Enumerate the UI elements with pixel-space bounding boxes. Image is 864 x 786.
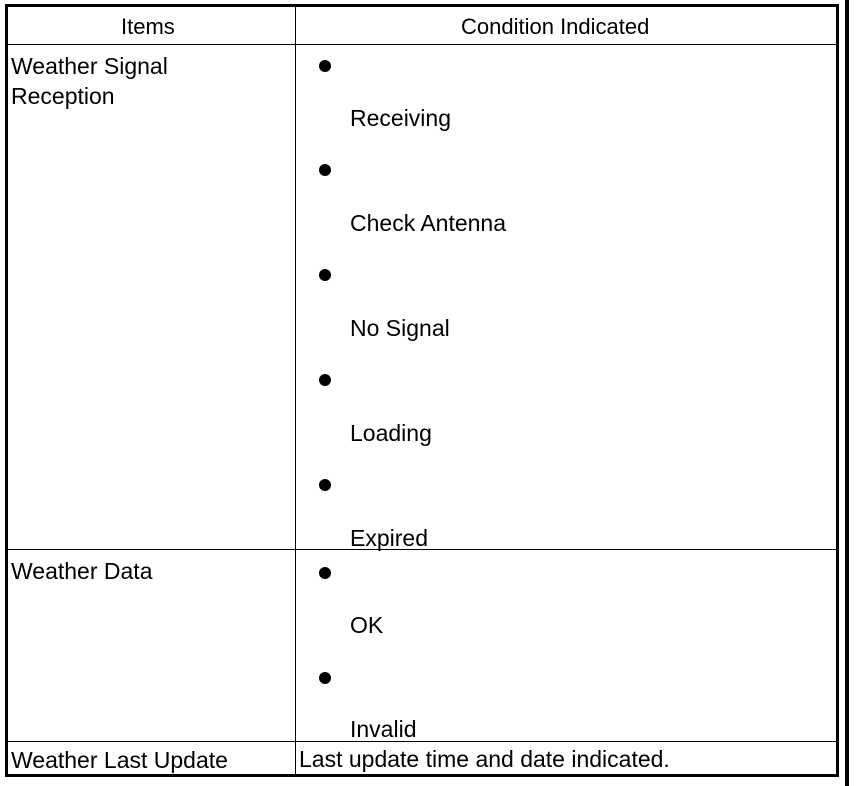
item-label: Weather Signal Reception (11, 53, 168, 109)
table-row (8, 550, 836, 742)
condition-cell (296, 550, 836, 741)
condition-item: Receiving (350, 105, 451, 131)
bullet-dot-icon (319, 672, 331, 684)
items-header-cell (8, 7, 296, 44)
condition-cell (296, 742, 836, 774)
bullet-dot-icon (319, 60, 331, 72)
condition-text: Last update time and date indicated. (299, 746, 670, 772)
items-header: Items (121, 14, 175, 39)
table-header-row (8, 7, 836, 45)
bullet-dot-icon (319, 567, 331, 579)
bullet-dot-icon (319, 164, 331, 176)
bullet-dot-icon (319, 374, 331, 386)
condition-item: Expired (350, 525, 428, 551)
condition-item: Loading (350, 420, 432, 446)
bullet-dot-icon (319, 269, 331, 281)
item-cell (8, 742, 296, 774)
bullet-dot-icon (319, 479, 331, 491)
condition-item: No Signal (350, 315, 450, 341)
item-label: Weather Last Update (11, 747, 228, 773)
condition-header: Condition Indicated (461, 14, 650, 39)
condition-item: Check Antenna (350, 210, 507, 236)
item-cell (8, 550, 296, 741)
item-label: Weather Data (11, 558, 153, 584)
condition-header-cell (296, 7, 836, 44)
table-row (8, 45, 836, 550)
page-edge-line (845, 0, 849, 786)
item-cell (8, 45, 296, 549)
condition-item: OK (350, 612, 384, 638)
condition-cell (296, 45, 836, 549)
table-row (8, 742, 836, 774)
conditions-table (5, 4, 839, 777)
condition-item: Invalid (350, 716, 417, 742)
